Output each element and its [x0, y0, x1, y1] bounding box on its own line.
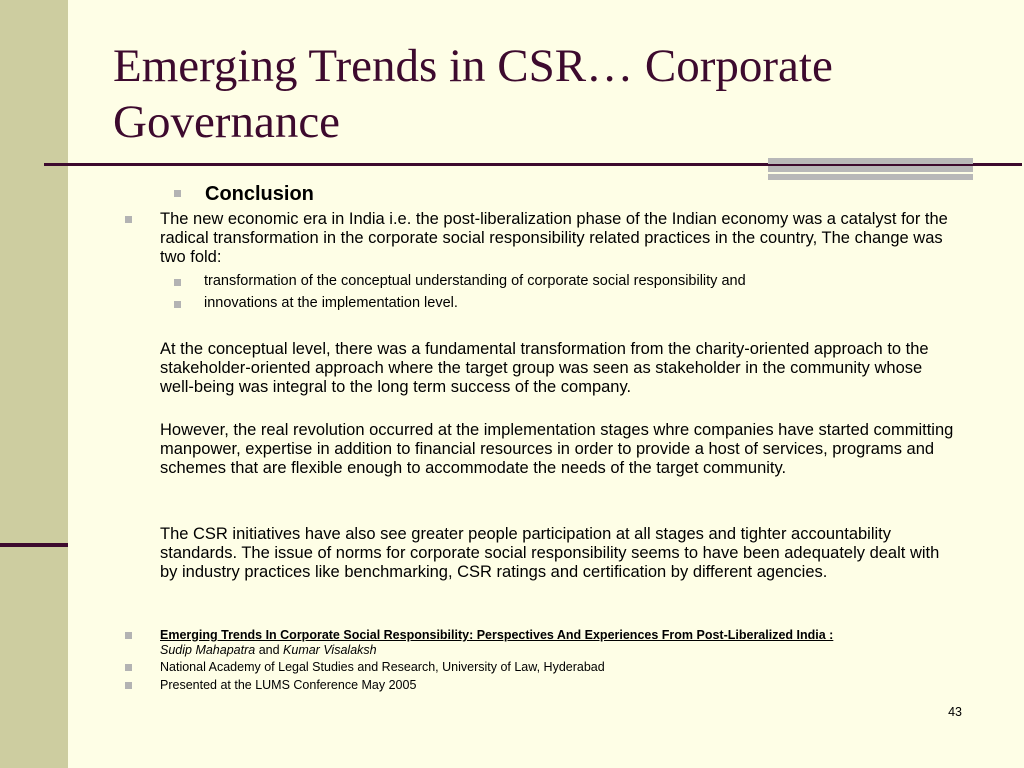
paragraph-implementation: However, the real revolution occurred at the implementation stages whre companies have started committing manpower, expertise in addition to financial resources in order to provide a host of services, programs and schemes that are flexible enough to accommodate the needs of the target community.	[160, 421, 954, 477]
bullet-square-icon	[125, 682, 132, 689]
decorative-stripes	[768, 158, 973, 180]
presented-text: Presented at the LUMS Conference May 2005	[160, 678, 417, 692]
affiliation-text: National Academy of Legal Studies and Research, University of Law, Hyderabad	[160, 660, 605, 674]
left-accent-rule	[0, 543, 68, 547]
sub-bullet-implementation: innovations at the implementation level.	[204, 295, 458, 311]
bullet-square-icon	[174, 301, 181, 308]
slide-title: Emerging Trends in CSR… Corporate Governance	[113, 40, 833, 148]
left-decorative-band	[0, 0, 68, 768]
page-number: 43	[948, 705, 962, 719]
bullet-square-icon	[125, 632, 132, 639]
paragraph-csr-initiatives: The CSR initiatives have also see greater people participation at all stages and tighter accountability standards. The issue of norms for corporate social responsibility seems to have been adequately dealt with by industry practices like benchmarking, CSR ratings and certification by different agencies.	[160, 525, 940, 581]
conclusion-heading: Conclusion	[205, 183, 314, 205]
bullet-square-icon	[125, 216, 132, 223]
bullet-square-icon	[174, 279, 181, 286]
paragraph-conceptual-level: At the conceptual level, there was a fundamental transformation from the charity-oriented approach to the stakeholder-oriented approach where the target group was seen as stakeholder in the community whose well-being was integral to the long term success of the company.	[160, 340, 929, 396]
reference-title: Emerging Trends In Corporate Social Responsibility: Perspectives And Experiences From Post-Liberalized India :	[160, 628, 834, 642]
intro-paragraph: The new economic era in India i.e. the post-liberalization phase of the Indian economy was a catalyst for the radical transformation in the corporate social responsibility related practices in the country, The change was two fold:	[160, 210, 948, 266]
reference-author-1: Sudip Mahapatra	[160, 643, 256, 657]
reference-author-2: Kumar Visalaksh	[283, 643, 377, 657]
bullet-square-icon	[125, 664, 132, 671]
reference-citation	[160, 628, 960, 658]
reference-and: and	[258, 643, 280, 657]
sub-bullet-conceptual: transformation of the conceptual understanding of corporate social responsibility and	[204, 273, 746, 289]
bullet-square-icon	[174, 190, 181, 197]
